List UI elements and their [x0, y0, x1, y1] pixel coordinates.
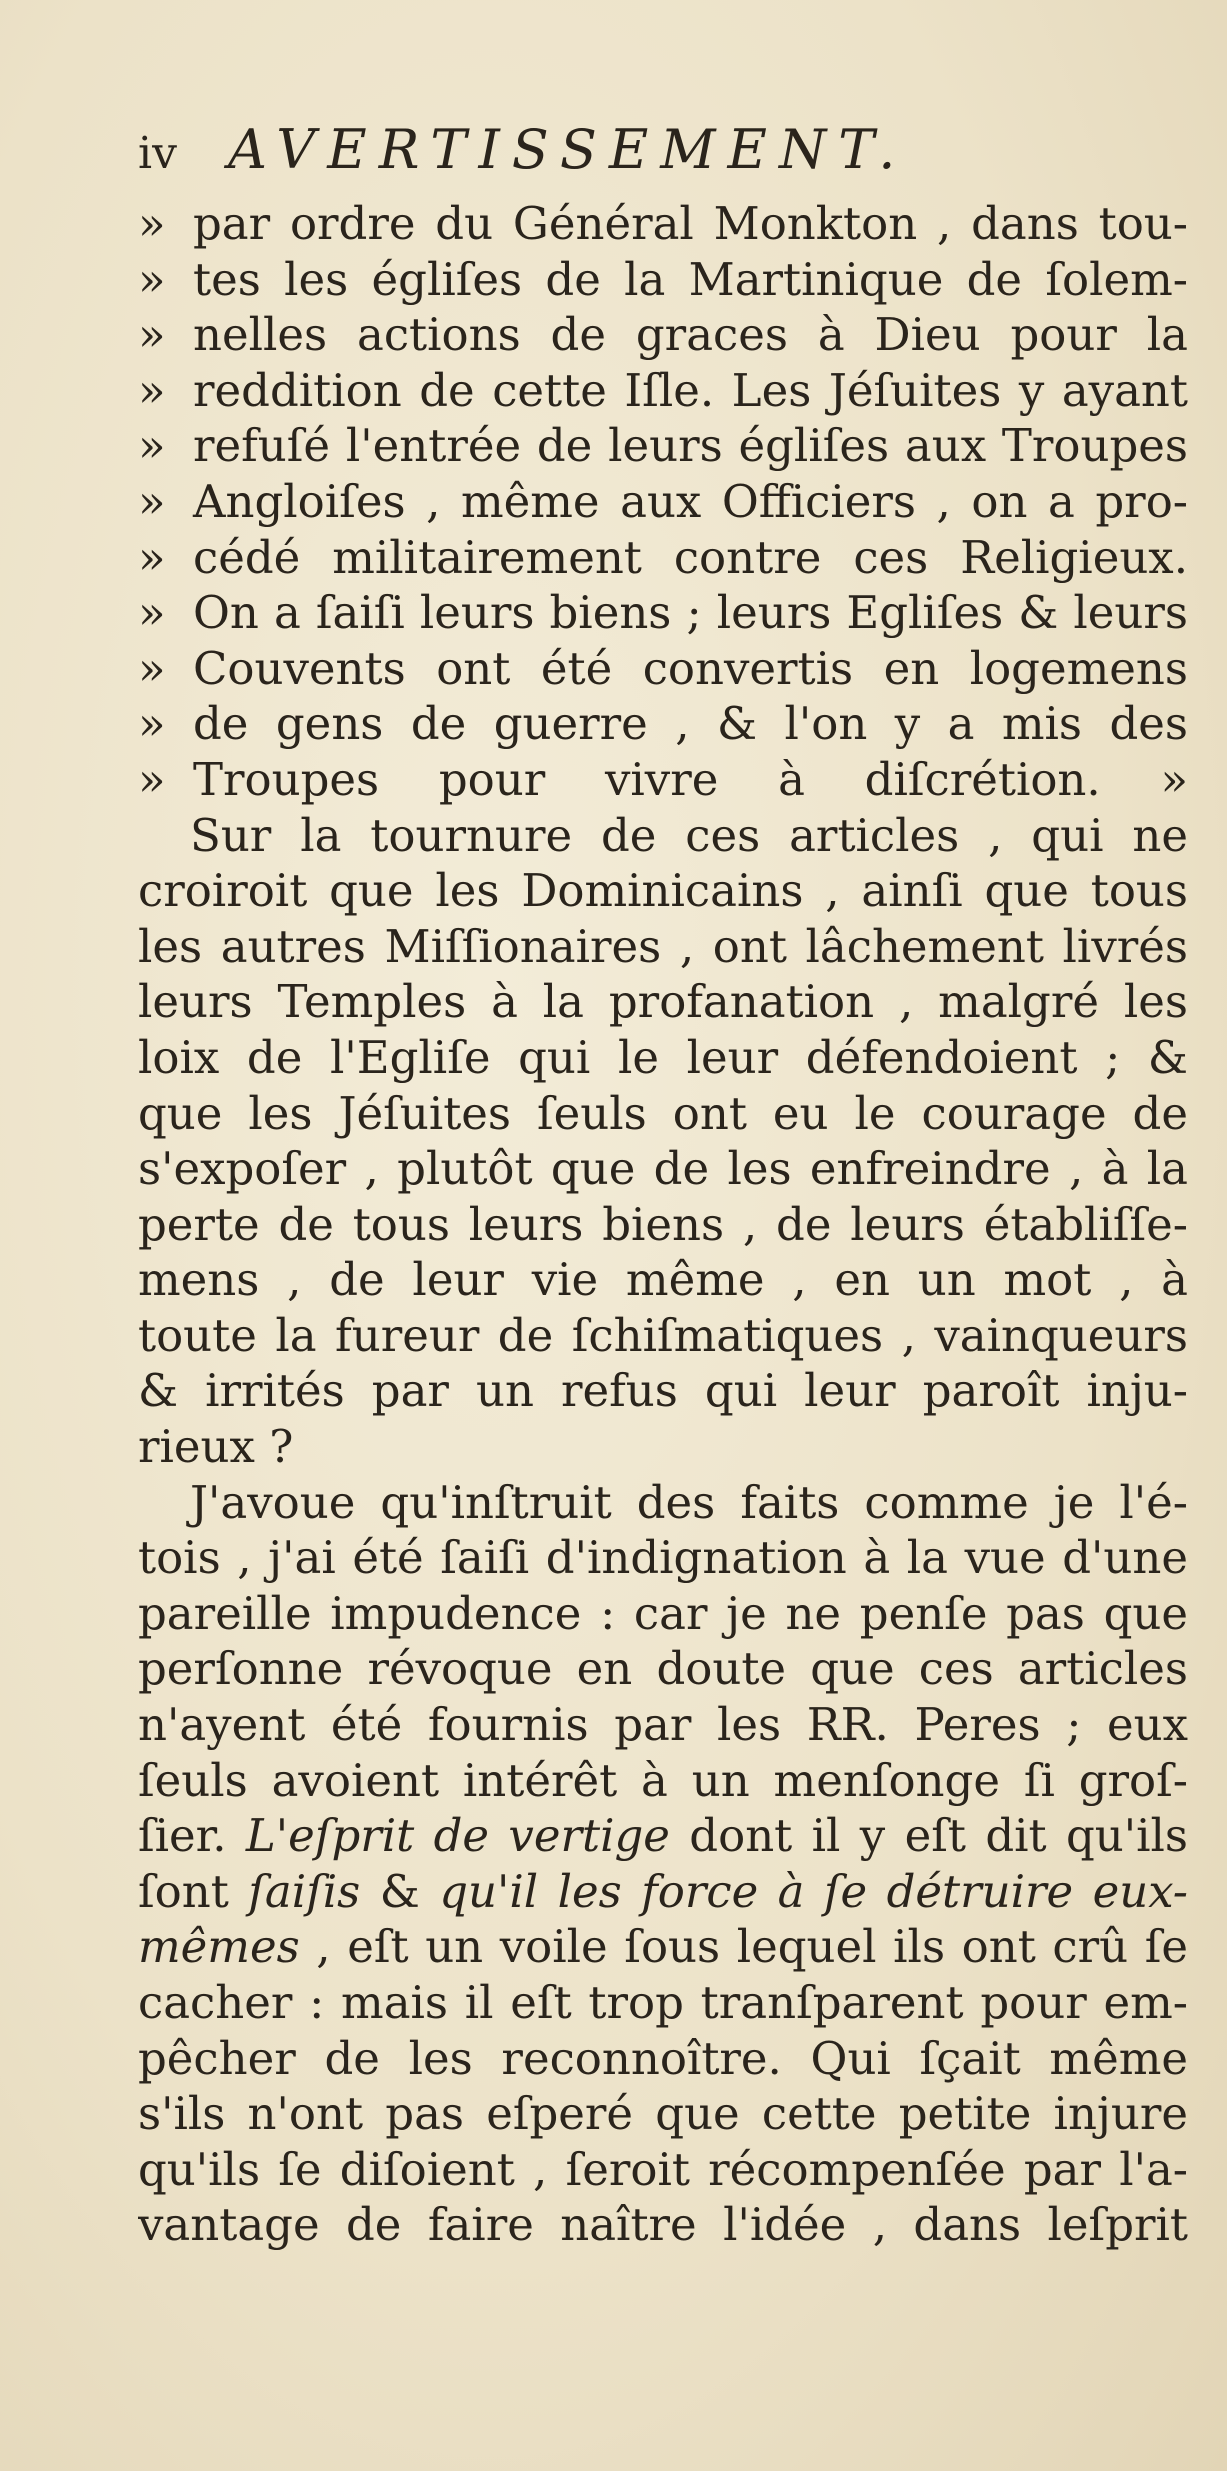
- quotation-block: [138, 196, 1188, 808]
- text-line: mens , de leur vie même , en un mot , à: [138, 1253, 1188, 1307]
- quote-line: » On a ſaiſi leurs biens ; leurs Egliſes & leurs: [138, 586, 1188, 640]
- text-line: qu'ils ſe diſoient , ſeroit récompenſée par l'a-: [138, 2142, 1188, 2196]
- folio: iv: [138, 128, 177, 179]
- quote-line: » Troupes pour vivre à diſcrétion. »: [138, 752, 1188, 806]
- quote-line: » tes les égliſes de la Martinique de ſolem-: [138, 252, 1188, 306]
- italic-phrase: qu'il les force à ſe détruire eux-: [439, 1864, 1188, 1918]
- text-line: s'ils n'ont pas eſperé que cette petite injure: [138, 2087, 1188, 2141]
- text-line: leurs Temples à la profanation , malgré les: [138, 975, 1188, 1029]
- text-line: pareille impudence : car je ne penſe pas que: [138, 1586, 1188, 1640]
- running-head: AVERTISSEMENT.: [228, 118, 908, 181]
- paragraph-1: [138, 808, 1188, 1475]
- text-line: perſonne révoque en doute que ces articles: [138, 1642, 1188, 1696]
- text-line: & irrités par un refus qui leur paroît inju-: [138, 1364, 1188, 1418]
- text-line: s'expoſer , plutôt que de les enfreindre , à la: [138, 1142, 1188, 1196]
- text-line: croiroit que les Dominicains , ainſi que tous: [138, 864, 1188, 918]
- text-line: Sur la tournure de ces articles , qui ne: [190, 808, 1188, 862]
- italic-phrase: ſaiſis: [248, 1864, 361, 1918]
- quote-line: » Couvents ont été convertis en logemens: [138, 641, 1188, 695]
- book-page: [138, 118, 1188, 2253]
- quote-line: » nelles actions de graces à Dieu pour la: [138, 308, 1188, 362]
- text-line: ſier. L'eſprit de vertige dont il y eſt dit qu'ils: [138, 1809, 1188, 1863]
- quote-line: » de gens de guerre , & l'on y a mis des: [138, 697, 1188, 751]
- quote-line: » reddition de cette Iſle. Les Jéſuites y ayant: [138, 363, 1188, 417]
- text-line: ſont ſaiſis & qu'il les force à ſe détruire eux-: [138, 1864, 1188, 1918]
- text-line: toute la fureur de ſchiſmatiques , vainqueurs: [138, 1308, 1188, 1362]
- quote-line: » cédé militairement contre ces Religieux.: [138, 530, 1188, 584]
- text-line: tois , j'ai été ſaiſi d'indignation à la vue d'une: [138, 1531, 1188, 1585]
- text-line: pêcher de les reconnoître. Qui ſçait même: [138, 2031, 1188, 2085]
- italic-phrase: L'eſprit de vertige: [245, 1809, 670, 1863]
- quote-line: » refuſé l'entrée de leurs égliſes aux Troupes: [138, 419, 1188, 473]
- text-line: loix de l'Egliſe qui le leur défendoient ; &: [138, 1030, 1188, 1084]
- text-line: perte de tous leurs biens , de leurs établiſſe-: [138, 1197, 1188, 1251]
- quote-line: » par ordre du Général Monkton , dans tou-: [138, 197, 1188, 250]
- text-line: cacher : mais il eſt trop tranſparent pour em-: [138, 1976, 1188, 2029]
- text-line: mêmes , eſt un voile ſous lequel ils ont crû ſe: [138, 1920, 1188, 1974]
- quote-line: » Angloiſes , même aux Officiers , on a pro-: [138, 474, 1188, 528]
- text-line: rieux ?: [138, 1420, 294, 1474]
- text-line: J'avoue qu'inſtruit des faits comme je l'é-: [190, 1475, 1188, 1529]
- paragraph-2: [138, 1475, 1188, 2253]
- text-line: les autres Miſſionaires , ont lâchement livrés: [138, 919, 1188, 973]
- text-line: ſeuls avoient intérêt à un menſonge ſi groſ-: [138, 1753, 1188, 1807]
- italic-phrase: mêmes: [138, 1920, 300, 1974]
- page-header: [138, 118, 1188, 196]
- text-line: que les Jéſuites ſeuls ont eu le courage de: [138, 1086, 1188, 1140]
- text-line: vantage de faire naître l'idée , dans leſprit: [138, 2198, 1188, 2252]
- text-line: n'ayent été fournis par les RR. Peres ; eux: [138, 1698, 1188, 1752]
